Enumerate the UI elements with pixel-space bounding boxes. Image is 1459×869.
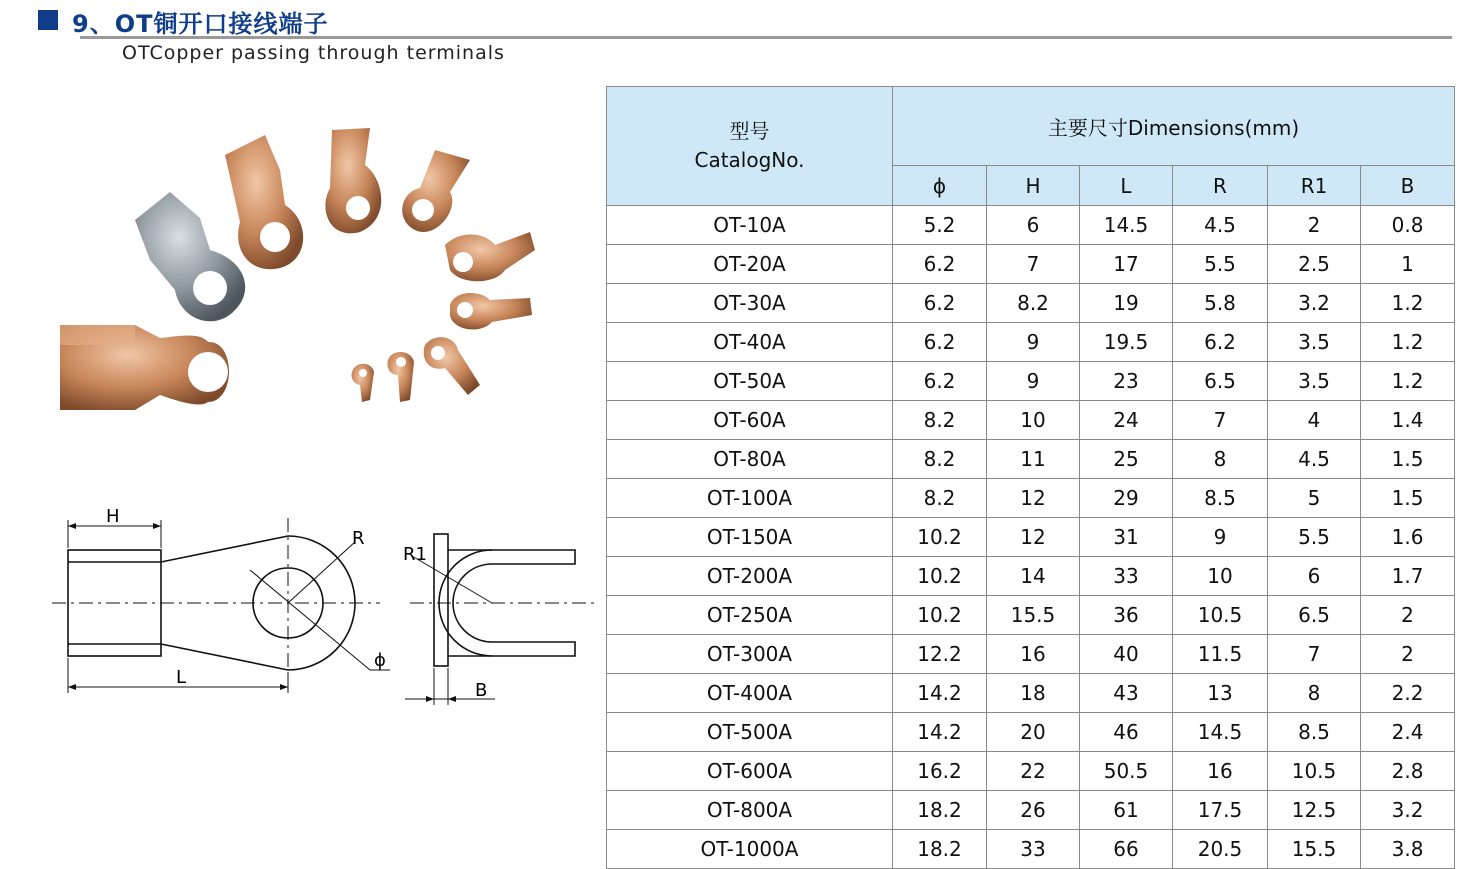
dimension-drawing — [40, 500, 600, 720]
dimension-cell: 3.2 — [1268, 284, 1361, 323]
catalog-cell: OT-100A — [607, 479, 893, 518]
dimension-cell: 6.2 — [1173, 323, 1268, 362]
dimension-cell: 43 — [1080, 674, 1173, 713]
dimension-cell: 14.5 — [1173, 713, 1268, 752]
dimension-cell: 2.8 — [1361, 752, 1455, 791]
dimension-cell: 2 — [1361, 596, 1455, 635]
dimension-cell: 4 — [1268, 401, 1361, 440]
column-header: B — [1361, 166, 1455, 206]
dimension-cell: 1.2 — [1361, 323, 1455, 362]
dimension-cell: 5.5 — [1173, 245, 1268, 284]
dimension-cell: 24 — [1080, 401, 1173, 440]
dimension-cell: 36 — [1080, 596, 1173, 635]
dimensions-header: 主要尺寸Dimensions(mm) — [893, 87, 1455, 166]
dimension-cell: 50.5 — [1080, 752, 1173, 791]
dimension-cell: 19 — [1080, 284, 1173, 323]
dimension-cell: 7 — [1268, 635, 1361, 674]
dimension-cell: 16 — [987, 635, 1080, 674]
dimension-cell: 1.5 — [1361, 440, 1455, 479]
dimension-cell: 17 — [1080, 245, 1173, 284]
dimension-cell: 8.2 — [893, 440, 987, 479]
title-divider — [80, 36, 1452, 39]
table-row — [607, 596, 1455, 635]
dimension-cell: 23 — [1080, 362, 1173, 401]
dimension-cell: 8.5 — [1268, 713, 1361, 752]
catalog-cell: OT-800A — [607, 791, 893, 830]
dimension-cell: 5.2 — [893, 206, 987, 245]
terminal-large — [60, 325, 229, 410]
catalog-header-cn: 型号 — [729, 119, 770, 143]
terminal-medium-2 — [325, 128, 381, 233]
catalog-header-en: CatalogNo. — [694, 148, 805, 172]
dimension-cell: 10.2 — [893, 557, 987, 596]
column-header: ϕ — [893, 166, 987, 206]
dimension-cell: 6 — [1268, 557, 1361, 596]
dimension-cell: 3.8 — [1361, 830, 1455, 869]
label-b: B — [475, 680, 488, 701]
product-photo — [40, 110, 550, 420]
dimension-cell: 10.5 — [1268, 752, 1361, 791]
table-row — [607, 674, 1455, 713]
terminal-tinned — [135, 192, 245, 321]
catalog-cell: OT-200A — [607, 557, 893, 596]
catalog-cell: OT-80A — [607, 440, 893, 479]
dimension-cell: 11.5 — [1173, 635, 1268, 674]
dimension-cell: 12.5 — [1268, 791, 1361, 830]
table-row — [607, 245, 1455, 284]
terminal-small-1 — [445, 232, 535, 281]
dimension-cell: 1.5 — [1361, 479, 1455, 518]
catalog-cell: OT-500A — [607, 713, 893, 752]
dimension-cell: 25 — [1080, 440, 1173, 479]
dimension-cell: 17.5 — [1173, 791, 1268, 830]
table-row — [607, 791, 1455, 830]
table-row — [607, 401, 1455, 440]
dimension-cell: 40 — [1080, 635, 1173, 674]
dimension-cell: 9 — [1173, 518, 1268, 557]
dimension-cell: 6.5 — [1173, 362, 1268, 401]
catalog-cell: OT-300A — [607, 635, 893, 674]
dimension-cell: 10 — [987, 401, 1080, 440]
dimension-cell: 18 — [987, 674, 1080, 713]
dimension-cell: 6.2 — [893, 323, 987, 362]
dimension-cell: 33 — [1080, 557, 1173, 596]
terminal-small-2 — [450, 293, 532, 329]
dimension-cell: 6.5 — [1268, 596, 1361, 635]
dimension-cell: 20 — [987, 713, 1080, 752]
dimension-cell: 1 — [1361, 245, 1455, 284]
dimension-cell: 1.6 — [1361, 518, 1455, 557]
dimension-cell: 61 — [1080, 791, 1173, 830]
table-row — [607, 362, 1455, 401]
dimension-cell: 0.8 — [1361, 206, 1455, 245]
dimension-cell: 10.2 — [893, 518, 987, 557]
table-row — [607, 752, 1455, 791]
catalog-cell: OT-50A — [607, 362, 893, 401]
dimension-cell: 7 — [987, 245, 1080, 284]
label-phi: ϕ — [374, 650, 386, 671]
catalog-cell: OT-60A — [607, 401, 893, 440]
dimension-cell: 2 — [1268, 206, 1361, 245]
dimension-cell: 12 — [987, 479, 1080, 518]
catalog-cell: OT-20A — [607, 245, 893, 284]
section-marker — [38, 10, 58, 30]
catalog-cell: OT-250A — [607, 596, 893, 635]
dimension-cell: 3.5 — [1268, 362, 1361, 401]
dimension-cell: 8.5 — [1173, 479, 1268, 518]
dimension-cell: 4.5 — [1173, 206, 1268, 245]
dimension-cell: 4.5 — [1268, 440, 1361, 479]
dimension-cell: 14.2 — [893, 713, 987, 752]
label-h: H — [106, 506, 120, 527]
dimension-cell: 19.5 — [1080, 323, 1173, 362]
dimension-cell: 5.5 — [1268, 518, 1361, 557]
page-subtitle: OTCopper passing through terminals — [122, 42, 505, 64]
table-row — [607, 284, 1455, 323]
dimension-cell: 8.2 — [893, 479, 987, 518]
catalog-cell: OT-40A — [607, 323, 893, 362]
table-row — [607, 206, 1455, 245]
dimension-cell: 8.2 — [987, 284, 1080, 323]
dimension-cell: 5.8 — [1173, 284, 1268, 323]
dimension-cell: 6.2 — [893, 245, 987, 284]
catalog-cell: OT-400A — [607, 674, 893, 713]
terminal-tiny-2 — [351, 364, 374, 402]
dimension-cell: 5 — [1268, 479, 1361, 518]
dimension-cell: 20.5 — [1173, 830, 1268, 869]
dimension-cell: 16.2 — [893, 752, 987, 791]
dimension-cell: 1.2 — [1361, 284, 1455, 323]
dimension-cell: 7 — [1173, 401, 1268, 440]
dimension-cell: 1.4 — [1361, 401, 1455, 440]
dimension-cell: 12.2 — [893, 635, 987, 674]
column-header: L — [1080, 166, 1173, 206]
dimension-cell: 10.2 — [893, 596, 987, 635]
dimension-cell: 9 — [987, 362, 1080, 401]
dimension-cell: 2.2 — [1361, 674, 1455, 713]
dimension-cell: 13 — [1173, 674, 1268, 713]
dimension-cell: 26 — [987, 791, 1080, 830]
dimension-cell: 14.5 — [1080, 206, 1173, 245]
label-r1: R1 — [403, 544, 427, 565]
dimension-cell: 8 — [1268, 674, 1361, 713]
dimension-cell: 11 — [987, 440, 1080, 479]
table-row — [607, 479, 1455, 518]
terminal-small-3 — [424, 337, 480, 395]
dimensions-table — [606, 86, 1455, 869]
dimension-cell: 3.5 — [1268, 323, 1361, 362]
table-row — [607, 635, 1455, 674]
dimension-cell: 6 — [987, 206, 1080, 245]
table-row — [607, 518, 1455, 557]
dimension-cell: 33 — [987, 830, 1080, 869]
column-header: R — [1173, 166, 1268, 206]
column-header: H — [987, 166, 1080, 206]
dimension-cell: 15.5 — [987, 596, 1080, 635]
dimension-cell: 2.5 — [1268, 245, 1361, 284]
label-l: L — [176, 667, 187, 688]
catalog-cell: OT-600A — [607, 752, 893, 791]
dimension-cell: 29 — [1080, 479, 1173, 518]
terminal-medium-1 — [225, 135, 303, 269]
dimension-cell: 6.2 — [893, 362, 987, 401]
dimension-cell: 2 — [1361, 635, 1455, 674]
dimension-cell: 3.2 — [1361, 791, 1455, 830]
dimension-cell: 1.2 — [1361, 362, 1455, 401]
table-row — [607, 713, 1455, 752]
dimension-cell: 18.2 — [893, 830, 987, 869]
dimension-cell: 12 — [987, 518, 1080, 557]
table-row — [607, 557, 1455, 596]
table-row — [607, 830, 1455, 869]
dimension-cell: 8 — [1173, 440, 1268, 479]
dimension-cell: 10 — [1173, 557, 1268, 596]
dimension-cell: 9 — [987, 323, 1080, 362]
terminal-medium-3 — [402, 150, 470, 232]
dimension-cell: 6.2 — [893, 284, 987, 323]
dimension-cell: 46 — [1080, 713, 1173, 752]
dimension-cell: 66 — [1080, 830, 1173, 869]
catalog-cell: OT-30A — [607, 284, 893, 323]
dimension-cell: 14 — [987, 557, 1080, 596]
dimension-cell: 18.2 — [893, 791, 987, 830]
page-title: 9、OT铜开口接线端子 — [72, 10, 329, 38]
dimension-cell: 8.2 — [893, 401, 987, 440]
label-r: R — [352, 528, 365, 549]
dimension-cell: 22 — [987, 752, 1080, 791]
table-row — [607, 323, 1455, 362]
dimension-cell: 15.5 — [1268, 830, 1361, 869]
catalog-cell: OT-10A — [607, 206, 893, 245]
catalog-header — [607, 87, 893, 206]
column-header: R1 — [1268, 166, 1361, 206]
table-row — [607, 440, 1455, 479]
dimension-cell: 2.4 — [1361, 713, 1455, 752]
catalog-cell: OT-150A — [607, 518, 893, 557]
terminal-tiny-1 — [387, 352, 414, 402]
dimension-cell: 16 — [1173, 752, 1268, 791]
dimension-cell: 1.7 — [1361, 557, 1455, 596]
dimension-cell: 31 — [1080, 518, 1173, 557]
dimension-cell: 10.5 — [1173, 596, 1268, 635]
dimension-cell: 14.2 — [893, 674, 987, 713]
catalog-cell: OT-1000A — [607, 830, 893, 869]
